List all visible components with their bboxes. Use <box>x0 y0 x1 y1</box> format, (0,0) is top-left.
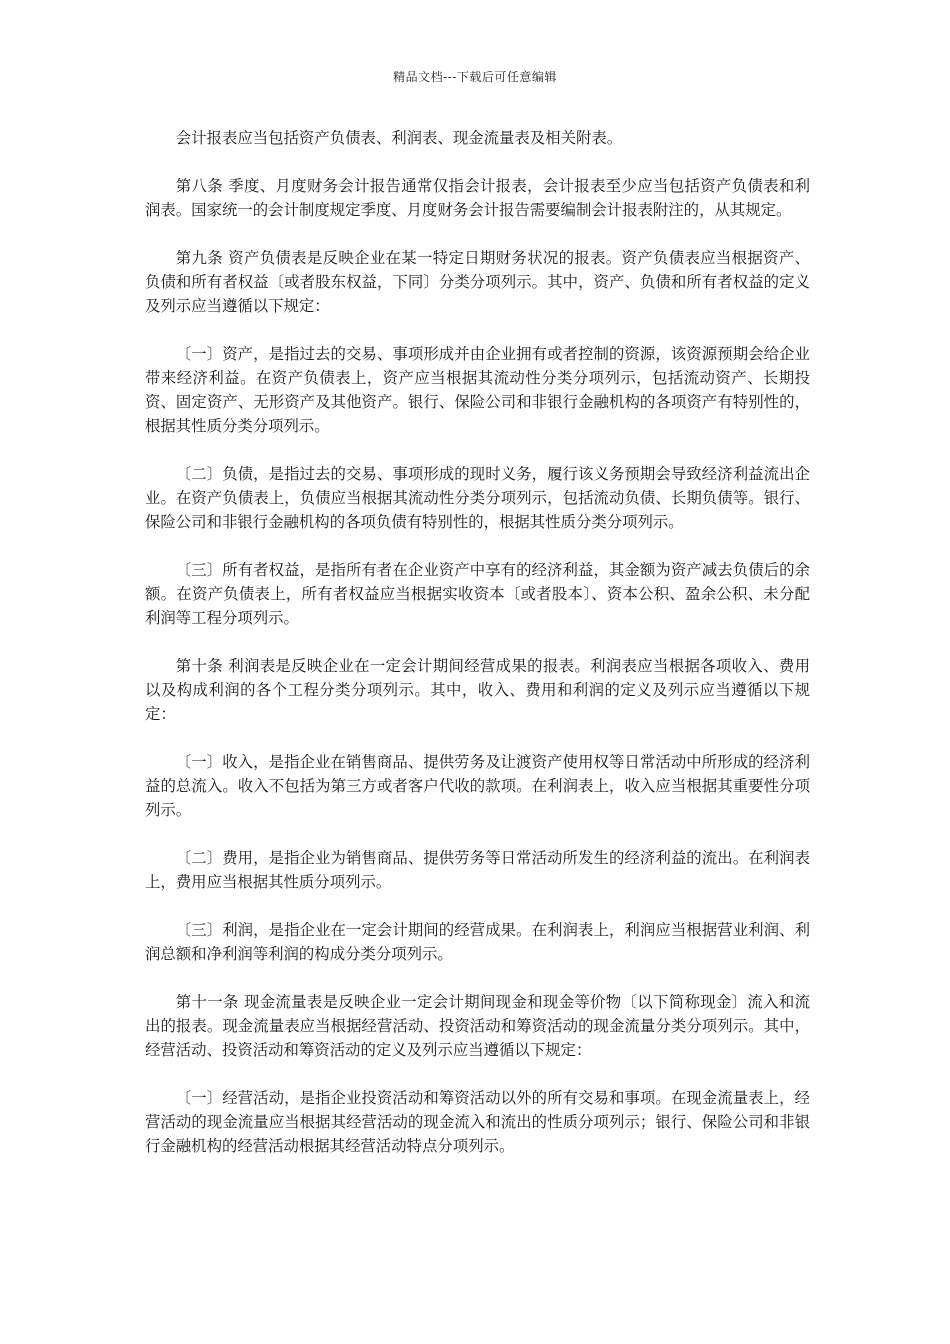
paragraph-article-9: 第九条 资产负债表是反映企业在某一特定日期财务状况的报表。资产负债表应当根据资产、负债和所有者权益〔或者股东权益，下同〕分类分项列示。其中，资产、负债和所有者权益的定义及列示应当遵循以下规定： <box>145 249 810 315</box>
paragraph-owners-equity: 〔三〕所有者权益，是指所有者在企业资产中享有的经济利益，其金额为资产减去负债后的余额。在资产负债表上，所有者权益应当根据实收资本〔或者股本〕、资本公积、盈余公积、未分配利润等工程分项列示。 <box>145 561 810 627</box>
paragraph-liabilities: 〔二〕负债，是指过去的交易、事项形成的现时义务，履行该义务预期会导致经济利益流出企业。在资产负债表上，负债应当根据其流动性分类分项列示，包括流动负债、长期负债等。银行、保险公司和非银行金融机构的各项负债有特别性的，根据其性质分类分项列示。 <box>145 465 810 531</box>
paragraph-article-8: 第八条 季度、月度财务会计报告通常仅指会计报表，会计报表至少应当包括资产负债表和利润表。国家统一的会计制度规定季度、月度财务会计报告需要编制会计报表附注的，从其规定。 <box>145 177 810 219</box>
paragraph-profit: 〔三〕利润，是指企业在一定会计期间的经营成果。在利润表上，利润应当根据营业利润、利润总额和净利润等利润的构成分类分项列示。 <box>145 921 810 963</box>
paragraph-operating-activities: 〔一〕经营活动，是指企业投资活动和筹资活动以外的所有交易和事项。在现金流量表上，经营活动的现金流量应当根据其经营活动的现金流入和流出的性质分项列示；银行、保险公司和非银行金融机构的经营活动根据其经营活动特点分项列示。 <box>145 1089 810 1155</box>
paragraph-reports-composition: 会计报表应当包括资产负债表、利润表、现金流量表及相关附表。 <box>175 129 623 147</box>
paragraph-revenue: 〔一〕收入，是指企业在销售商品、提供劳务及让渡资产使用权等日常活动中所形成的经济利益的总流入。收入不包括为第三方或者客户代收的款项。在利润表上，收入应当根据其重要性分项列示。 <box>145 753 810 819</box>
page-header: 精品文档---下载后可任意编辑 <box>393 70 557 84</box>
document-body <box>145 126 810 1182</box>
paragraph-article-11: 第十一条 现金流量表是反映企业一定会计期间现金和现金等价物〔以下简称现金〕流入和流出的报表。现金流量表应当根据经营活动、投资活动和筹资活动的现金流量分类分项列示。其中，经营活动、投资活动和筹资活动的定义及列示应当遵循以下规定： <box>145 993 810 1059</box>
paragraph-assets: 〔一〕资产，是指过去的交易、事项形成并由企业拥有或者控制的资源，该资源预期会给企业带来经济利益。在资产负债表上，资产应当根据其流动性分类分项列示，包括流动资产、长期投资、固定资产、无形资产及其他资产。银行、保险公司和非银行金融机构的各项资产有特别性的，根据其性质分类分项列示。 <box>145 345 810 435</box>
paragraph-expenses: 〔二〕费用，是指企业为销售商品、提供劳务等日常活动所发生的经济利益的流出。在利润表上，费用应当根据其性质分项列示。 <box>145 849 810 891</box>
paragraph-article-10: 第十条 利润表是反映企业在一定会计期间经营成果的报表。利润表应当根据各项收入、费用以及构成利润的各个工程分类分项列示。其中，收入、费用和利润的定义及列示应当遵循以下规定： <box>145 657 810 723</box>
